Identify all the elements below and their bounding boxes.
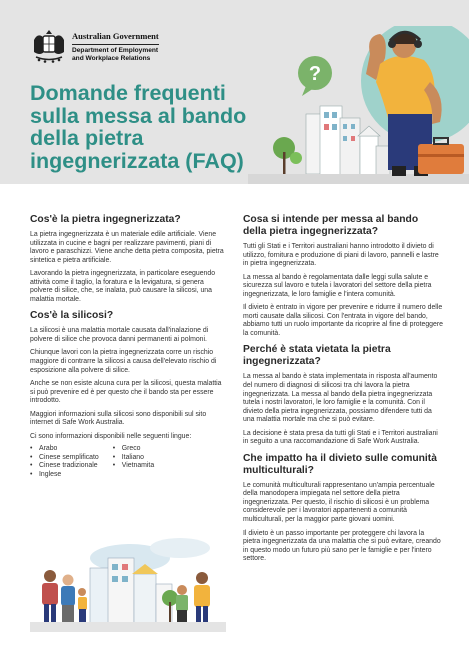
paragraph: La silicosi è una malattia mortale causata dall'inalazione di polvere di silice che provoca danni permanenti ai polmoni.: [30, 327, 209, 343]
page-title: Domande frequenti sulla messa al bando della pietra ingegnerizzata (FAQ): [30, 81, 247, 173]
section-heading: Cos'è la pietra ingegnerizzata?: [30, 214, 181, 225]
worker-illustration: [248, 26, 469, 184]
coat-of-arms-icon: [30, 30, 68, 66]
paragraph: Il divieto è un passo importante per proteggere chi lavora la pietra ingegnerizzata da una malattia che si può evitare, creando in questo modo un futuro più sano per le famiglie e per l'intero settore.: [243, 529, 441, 563]
paragraph: La decisione è stata presa da tutti gli Stati e i Territori australiani in seguito a una raccomandazione di Safe Work Australia.: [243, 429, 438, 446]
list-item: • Cinese tradizionale: [30, 462, 99, 471]
section-heading: Cosa si intende per messa al bando della pietra ingegnerizzata?: [243, 214, 419, 237]
paragraph: Il divieto è entrato in vigore per prevenire e ridurre il numero delle morti causate dalla silicosi. Con l'entrata in vigore del bando, abbiamo tutti un ruolo importante da ricoprire al fine di proteggere la comunità.: [243, 304, 443, 337]
list-item: • Cinese semplificato: [30, 454, 99, 463]
government-name: Australian Government: [72, 32, 159, 45]
language-list: [30, 445, 226, 479]
paragraph: Le comunità multiculturali rappresentano un'ampia percentuale della manodopera impiegata nel settore della pietra ingegnerizzata. Per questo, il rischio di silicosi è un problema considerevole per i lavoratori appartenenti a comunità multiculturali, per la maggior parte giovani uomini.: [243, 481, 435, 524]
language-list-col-1: [30, 445, 99, 479]
header-banner: [0, 0, 469, 184]
list-item: • Vietnamita: [113, 462, 154, 471]
paragraph: La messa al bando è regolamentata dalle leggi sulla salute e sicurezza sul lavoro e tutela i lavoratori del settore della pietra ingegnerizzata, le loro famiglie e l'intera comunità.: [243, 273, 432, 298]
paragraph: La messa al bando è stata implementata in risposta all'aumento del numero di diagnosi di silicosi tra chi lavora la pietra ingegnerizzata. La messa al bando della pietra ingegnerizzata tutela i nostri lavoratori, le loro famiglie e la comunità. Con il divieto della pietra ingegnerizzata, possiamo difendere tutti da una malattia mortale ma che si può evitare.: [243, 373, 438, 424]
government-logo: [30, 30, 160, 70]
right-column: [243, 214, 443, 569]
paragraph: Maggiori informazioni sulla silicosi sono disponibili sul sito internet di Safe Work Australia.: [30, 410, 207, 427]
paragraph: La pietra ingegnerizzata è un materiale edile artificiale. Viene utilizzata in cucine e bagni per realizzare pavimenti, piani di lavoro e paraschizzi. Viene anche detta pietra composita, pietra sintetica e pietra artificiale.: [30, 231, 224, 264]
section-heading: Cos'è la silicosi?: [30, 310, 114, 322]
paragraph: Anche se non esiste alcuna cura per la silicosi, questa malattia si può prevenire ed è per questo che il bando sta per essere introdotto.: [30, 380, 222, 405]
paragraph: Lavorando la pietra ingegnerizzata, in particolare eseguendo attività come il taglio, la foratura e la levigatura, si genera polvere di silice, che, se inalata, può causare la silicosi, una malattia mortale.: [30, 270, 216, 303]
department-line-1: Department of Employment: [72, 47, 159, 54]
language-list-col-2: [113, 445, 154, 479]
paragraph: Ci sono informazioni disponibili nelle seguenti lingue:: [30, 432, 192, 440]
list-item: • Inglese: [30, 471, 99, 480]
paragraph: Chiunque lavori con la pietra ingegnerizzata corre un rischio maggiore di contrarre la silicosi a causa dell'elevato rischio di esposizione alla polvere di silice.: [30, 349, 217, 374]
left-column: [30, 214, 226, 479]
list-item: • Italiano: [113, 454, 154, 463]
section-heading: Perché è stata vietata la pietra ingegnerizzata?: [243, 344, 391, 368]
community-illustration: [30, 528, 226, 638]
list-item: • Arabo: [30, 445, 99, 454]
section-heading: Che impatto ha il divieto sulle comunità multiculturali?: [243, 452, 437, 476]
paragraph: Tutti gli Stati e i Territori australiani hanno introdotto il divieto di utilizzo, fornitura e produzione di piani di lavoro, pannelli e lastre in pietra ingegnerizzata.: [243, 243, 439, 268]
department-line-2: and Workplace Relations: [72, 55, 151, 63]
question-mark-icon: ?: [308, 63, 322, 85]
list-item: • Greco: [113, 445, 154, 454]
